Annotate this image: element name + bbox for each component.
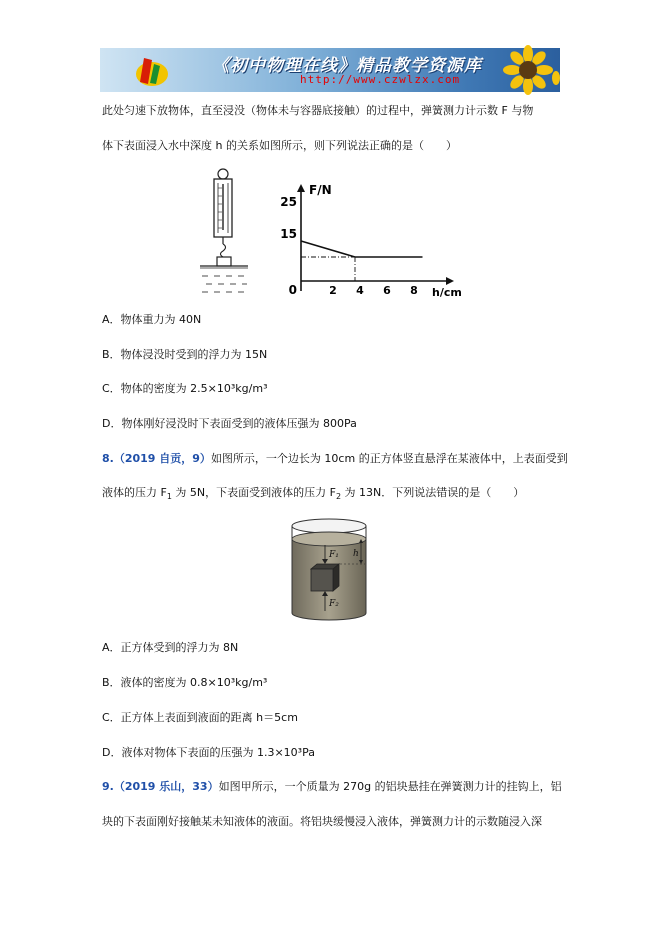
x-axis-arrow xyxy=(446,277,454,285)
y-axis-label: F/N xyxy=(309,183,332,197)
q9-line-2: 块的下表面刚好接触某未知液体的液面。将铝块缓慢浸入液体，弹簧测力计的示数随浸入深 xyxy=(102,815,542,828)
x-tick-4: 4 xyxy=(356,284,364,297)
q8-heading: 8.（2019 自贡，9） xyxy=(102,452,211,465)
q8-f2-subscript: 2 xyxy=(335,492,342,502)
figure-h-label: h xyxy=(353,549,359,559)
q7-intro-line-1: 此处匀速下放物体，直至浸没（物体未与容器底接触）的过程中，弹簧测力计示数 F 与物 xyxy=(102,104,534,117)
site-logo-icon xyxy=(134,54,170,88)
q7-option-d: D．物体刚好浸没时下表面受到的液体压强为 800Pa xyxy=(102,417,357,430)
q8-f1-subscript: 1 xyxy=(166,492,172,502)
x-tick-2: 2 xyxy=(329,284,337,297)
q8-option-a: A．正方体受到的浮力为 8N xyxy=(102,641,239,654)
q7-option-b: B．物体浸没时受到的浮力为 15N xyxy=(102,348,268,361)
origin-label: 0 xyxy=(288,283,297,297)
banner-title: 《初中物理在线》精品教学资源库 xyxy=(212,56,482,76)
x-axis-label: h/cm xyxy=(432,286,462,299)
q9-line-1 xyxy=(102,779,562,795)
sunflower-icon xyxy=(490,48,560,92)
q7-intro-line-2: 体下表面浸入水中深度 h 的关系如图所示，则下列说法正确的是（ ） xyxy=(102,139,457,152)
spring-scale-figure xyxy=(196,168,256,298)
header-banner xyxy=(100,48,560,92)
q8-line-2 xyxy=(102,485,524,505)
q8-line-2-part-c: 为 13N．下列说法错误的是（ ） xyxy=(341,486,525,499)
force-depth-graph xyxy=(282,183,472,301)
beaker-cube-figure xyxy=(285,515,377,625)
y-axis-arrow xyxy=(297,184,305,192)
q8-option-b: B．液体的密度为 0.8×10³kg/m³ xyxy=(102,676,268,689)
x-tick-8: 8 xyxy=(410,284,418,297)
q9-heading: 9.（2019 乐山，33） xyxy=(102,780,219,793)
x-tick-6: 6 xyxy=(383,284,391,297)
q8-line-1 xyxy=(102,451,568,467)
q8-option-c: C．正方体上表面到液面的距离 h＝5cm xyxy=(102,711,298,724)
q8-line-1-text: 如图所示，一个边长为 10cm 的正方体竖直悬浮在某液体中，上表面受到 xyxy=(210,452,568,465)
q8-line-2-part-b: 为 5N，下表面受到液体的压力 F xyxy=(171,486,336,499)
q7-option-c: C．物体的密度为 2.5×10³kg/m³ xyxy=(102,382,268,395)
q7-option-a: A．物体重力为 40N xyxy=(102,313,202,326)
figure-f1-label: F₁ xyxy=(329,550,339,560)
y-tick-25: 25 xyxy=(280,195,297,209)
q8-line-2-part-a: 液体的压力 F xyxy=(102,486,167,499)
figure-f2-label: F₂ xyxy=(329,599,339,609)
force-line xyxy=(301,241,423,257)
q8-option-d: D．液体对物体下表面的压强为 1.3×10³Pa xyxy=(102,746,315,759)
banner-url[interactable]: http://www.czwlzx.com xyxy=(300,73,461,86)
q9-line-1-text: 如图甲所示，一个质量为 270g 的铝块悬挂在弹簧测力计的挂钩上，铝 xyxy=(218,780,562,793)
y-tick-15: 15 xyxy=(280,227,297,241)
